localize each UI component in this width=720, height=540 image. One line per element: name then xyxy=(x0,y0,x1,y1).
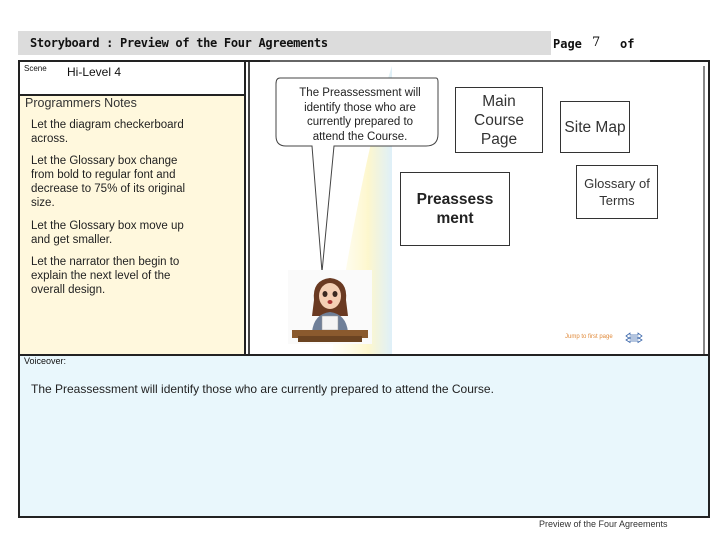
scene-value: Hi-Level 4 xyxy=(67,65,122,79)
page-of-label: of xyxy=(620,37,635,51)
voiceover-text: The Preassessment will identify those who are currently prepared to attend the Course. xyxy=(31,382,494,396)
programmers-notes-title: Programmers Notes xyxy=(25,96,137,110)
page-label: Page xyxy=(553,37,582,51)
scene-box xyxy=(20,62,246,96)
page-number: 7 xyxy=(592,35,601,50)
preview-right-border xyxy=(703,66,705,354)
site-map-box[interactable]: Site Map xyxy=(560,101,630,153)
scene-label: Scene xyxy=(24,64,47,73)
speech-bubble-text: The Preassessment will identify those who are currently prepared to attend the Course. xyxy=(299,87,421,143)
narrator-character-image xyxy=(288,270,372,344)
note-item: Let the diagram checkerboard across. xyxy=(31,119,184,145)
footer-title: Preview of the Four Agreements xyxy=(539,519,668,529)
main-course-page-box[interactable]: Main Course Page xyxy=(455,87,543,153)
voiceover-label: Voiceover: xyxy=(24,356,67,366)
note-item: Let the Glossary box change from bold to regular font and decrease to 75% of its original size. xyxy=(31,155,186,209)
preassessment-box[interactable]: Preassess ment xyxy=(400,172,510,246)
jump-to-first-page-link[interactable]: Jump to first page xyxy=(565,334,613,340)
voiceover-panel xyxy=(20,354,708,516)
glossary-of-terms-box[interactable]: Glossary of Terms xyxy=(576,165,658,219)
note-item: Let the Glossary box move up and get smaller. xyxy=(31,220,184,246)
storyboard-title: Storyboard : Preview of the Four Agreements xyxy=(30,36,328,50)
preview-top-border xyxy=(270,60,650,62)
note-item: Let the narrator then begin to explain the next level of the overall design. xyxy=(31,256,180,296)
navigation-arrows-icon[interactable] xyxy=(625,332,643,344)
